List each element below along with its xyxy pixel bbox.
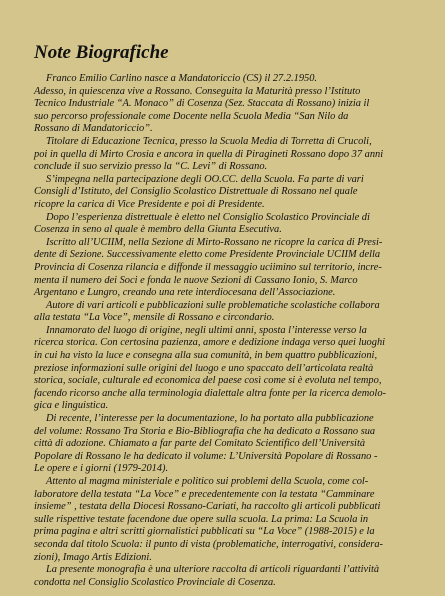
text-line: gica e linguistica. bbox=[34, 400, 109, 412]
text-line: menta il numero dei Soci e fonda le nuove Sezioni di Cassano Ionio, S. Marco bbox=[34, 274, 358, 286]
text-line: Dopo l’esperienza distrettuale è eletto nel Consiglio Scolastico Provinciale di bbox=[46, 211, 370, 223]
text-line: Franco Emilio Carlino nasce a Mandatoriccio (CS) il 27.2.1950. bbox=[46, 73, 317, 84]
text-line: Cosenza in seno al quale è membro della Giunta Esecutiva. bbox=[34, 224, 282, 236]
paragraph bbox=[34, 476, 420, 564]
paragraph bbox=[34, 174, 420, 212]
text-line: condotta nel Consiglio Scolastico Provinciale di Cosenza. bbox=[34, 576, 276, 588]
text-line: zioni), Imago Artis Edizioni. bbox=[34, 551, 152, 563]
page-title: Note Biografiche bbox=[34, 42, 169, 63]
text-line: storica, sociale, culturale ed economica del paese così come si è evoluta nel tempo, bbox=[34, 375, 382, 387]
text-line: Popolare di Rossano le ha dedicato il volume: L’Università Popolare di Rossano - bbox=[34, 450, 378, 462]
text-line: Tecnico Industriale “A. Monaco” di Cosenza (Sez. Staccata di Rossano) inizia il bbox=[34, 98, 370, 110]
text-line: in cui ha visto la luce e consegna alla sua comunità, in bem quattro pubblicazioni, bbox=[34, 350, 378, 362]
text-line: città di adozione. Chiamato a far parte del Comitato Scientifico dell’Università bbox=[34, 438, 366, 450]
text-line: sulle rispettive testate facendone due opere sulla scuola. La prima: La Scuola in bbox=[34, 513, 369, 525]
text-line: Attento al magma ministeriale e politico sui problemi della Scuola, come col- bbox=[46, 476, 369, 487]
text-line: Autore di vari articoli e pubblicazioni sulle problematiche scolastiche collabora bbox=[46, 299, 380, 311]
paragraph bbox=[34, 413, 420, 476]
text-line: Iscritto all’UCIIM, nella Sezione di Mirto-Rossano ne ricopre la carica di Presi- bbox=[46, 236, 383, 248]
text-line: prima pagina e altri scritti giornalistici pubblicati su “La Voce” (1988-2015) e la bbox=[34, 526, 375, 538]
paragraph bbox=[34, 212, 420, 237]
text-line: Di recente, l’interesse per la documentazione, lo ha portato alla pubblicazione bbox=[46, 413, 374, 425]
text-line: ricopre la carica di Vice Presidente e poi di Presidente. bbox=[34, 198, 265, 210]
paragraph bbox=[34, 300, 420, 325]
text-line: suo percorso professionale come Docente nella Scuola Media “San Nilo da bbox=[34, 110, 349, 122]
text-line: preziose informazioni sulle origini del luogo e uno spaccato dell’articolata realtà bbox=[34, 362, 374, 374]
text-line: laboratore della testata “La Voce” e precedentemente con la testata “Camminare bbox=[34, 488, 375, 500]
text-line: Provincia di Cosenza rilancia e diffonde il messaggio uciimino sul territorio, incre- bbox=[34, 261, 382, 273]
paragraph bbox=[34, 136, 420, 174]
text-line: Argentano e Lungro, creando una rete interdiocesana dell’Associazione. bbox=[34, 287, 336, 299]
paragraph bbox=[34, 564, 420, 589]
text-line: facendo ricorso anche alla terminologia dialettale altra fonte per la ricerca demolo- bbox=[34, 387, 386, 399]
text-line: Innamorato del luogo di origine, negli ultimi anni, sposta l’interesse verso la bbox=[46, 324, 367, 336]
text-line: dente di Sezione. Successivamente eletto come Presidente Provinciale UCIIM della bbox=[34, 249, 381, 261]
text-line: S’impegna nella partecipazione degli OO.CC. della Scuola. Fa parte di vari bbox=[46, 173, 364, 185]
text-line: Le opere e i giorni (1979-2014). bbox=[34, 463, 169, 475]
text-line: Titolare di Educazione Tecnica, presso la Scuola Media di Torretta di Crucoli, bbox=[46, 135, 372, 147]
text-line: alla testata “La Voce”, mensile di Rossano e circondario. bbox=[34, 312, 275, 324]
text-line: poi in quella di Mirto Crosia e ancora in quella di Piragineti Rossano dopo 37 anni bbox=[34, 148, 384, 160]
paragraph bbox=[34, 237, 420, 300]
paragraph bbox=[34, 325, 420, 413]
text-line: La presente monografia è una ulteriore raccolta di articoli riguardanti l’attività bbox=[46, 564, 380, 576]
text-line: seconda dal titolo Scuola: il punto di vista (problematiche, interrogativi, considera- bbox=[34, 538, 383, 550]
biography-text bbox=[34, 73, 420, 589]
text-line: del volume: Rossano Tra Storia e Bio-Bibliografia che ha dedicato a Rossano sua bbox=[34, 425, 376, 437]
text-line: Rossano di Mandatoriccio”. bbox=[34, 123, 153, 135]
text-line: Adesso, in quiescenza vive a Rossano. Conseguita la Maturità presso l’Istituto bbox=[34, 85, 361, 97]
text-line: ricerca storica. Con certosina pazienza, amore e dedizione indaga verso quei luoghi bbox=[34, 337, 386, 349]
text-line: Consigli d’Istituto, del Consiglio Scolastico Distrettuale di Rossano nel quale bbox=[34, 186, 358, 198]
paragraph bbox=[34, 73, 420, 136]
text-line: conclude il suo servizio presso la “C. Levi” di Rossano. bbox=[34, 161, 268, 173]
text-line: insieme” , testata della Diocesi Rossano-Cariati, ha raccolto gli articoli pubblicati bbox=[34, 501, 381, 513]
